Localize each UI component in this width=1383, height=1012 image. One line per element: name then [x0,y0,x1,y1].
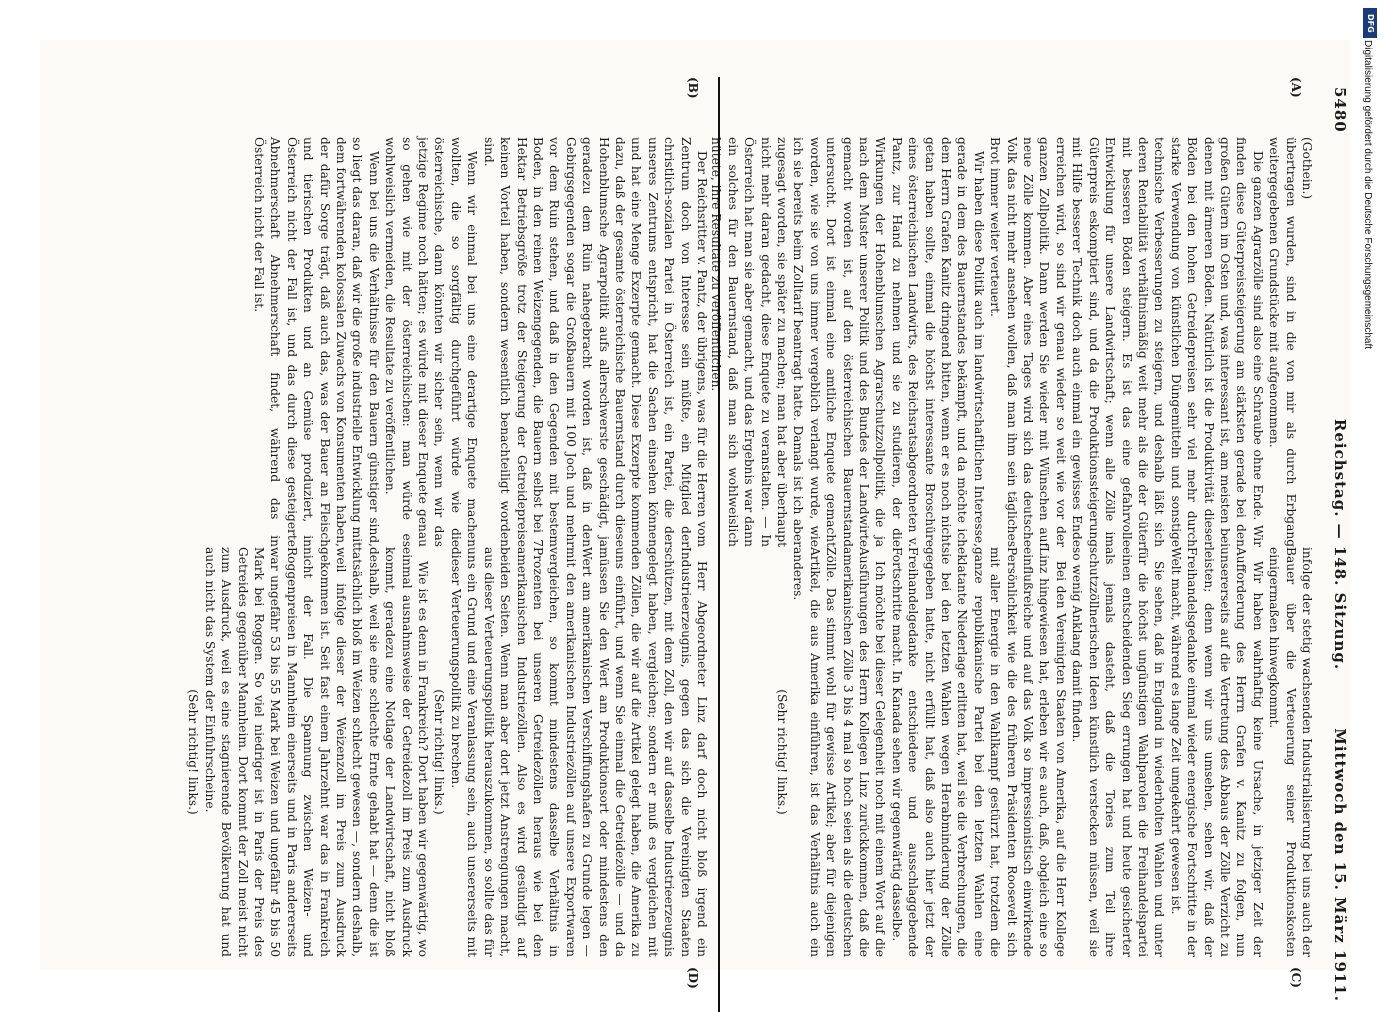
paragraph: Sie sehen, daß in England in wiederholten Wahlen und unter für die höchst ungünstigen Wahlparolen die Freihandelspartei einen entscheidenden Sieg errungen hat und heute gesicherter als jemals dasteht, daß die Tories zum Teil ihre schutzzöllnerischen Ideen künstlich verstecken müssen, weil sie so wenig Anklang damit finden. [1070,547,1167,957]
section-divider [718,77,720,1012]
margin-marker-c: (C) [1289,967,1303,988]
margin-marker-d: (D) [686,967,700,989]
paragraph: Wie ist es denn in Frankreich? Dort haben wir gegenwärtig, wo einmal ausnahmsweise der Getreidezoll im Preis zum Ausdruck kommt, geradezu eine Notlage der Landwirtschaft, nicht bloß deshalb, weil sie eine schlechte Ernte gehabt hat — denn die ist tatsächlich bloß im Weizen schlecht gewesen —, sondern deshalb, weil infolge dieser der Weizenzoll im Preis zum Ausdruck gekommen ist. Seit fast einem Jahrzehnt war das in Frankreich nicht der Fall. Die Spannung zwischen Weizen- und Roggenpreisen in Mannheim einerseits und in Paris andererseits war ungefähr 53 bis 55 Mark bei Weizen und ungefähr 45 bis 50 Mark bei Roggen. So viel niedriger ist in Paris der Preis des Getreides gegenüber Mannheim. Dort kommt der Zoll meist nicht zum Ausdruck, weil es eine stagnierende Bevölkerung hat und auch nicht das System der Einfuhrscheine. [202,547,431,957]
paragraph: infolge der stetig wachsenden Industrialisierung bei uns auch der Bauer über die Verteuerung seiner Produktionskosten einigermaßen hinwegkommt. [1267,547,1314,957]
paragraph: Herr Abgeordneter Linz darf doch nicht bloß irgend ein Industrieerzeugnis, gegen das sich die Vereinigten Staaten schützen, mit dem Zoll, den wir auf dasselbe Industrieerzeugnis gelegt haben, vergleichen; sondern er muß es vergleichen mit den Zöllen, die wir auf die Artikel gelegt haben, die Amerika zu uns einführt, und wenn Sie einmal die Getreidezölle — und da müssen Sie den Wert am Produktionsort oder mindestens den Wert am amerikanischen Verschiffungshafen zu Grunde legen — mit den amerikanischen Industriezöllen auf unsere Exportwaren vergleichen, so kommt mindestens dasselbe Verhältnis in Prozenten bei unseren Getreidezöllen heraus wie bei den amerikanischen Industriezöllen. Also es wird gesündigt auf beiden Seiten. Wenn man aber dort jetzt Anstrengungen macht, aus dieser Verteuerungspolitik herauszukommen, so sollte das für uns ein Grund und eine Veranlassung sein, auch unsererseits mit dieser Verteuerungspolitik zu brechen. [448,547,709,957]
column-upper-left [709,137,1315,547]
paragraph: Der Reichsritter v. Pantz, der übrigens, was für die Herren vom Zentrum doch von Interesse sein müßte, ein Mitglied der christlich-sozialen Partei in Österreich ist, ein Partei, die der unseres Zentrums entspricht, hat die Sachen einsehen können und hat eine Menge Exzerpte gemacht. Diese Exzerpte kommen dazu, daß der gesamte österreichische Bauernstand durch diese Hohenblumsche Agrarpolitik aufs allerschwerste geschädigt, ja geradezu dem Ruin nahegebracht worden ist, daß in den Gebirgsgegenden sogar die Großbauern mit 100 Joch und mehr vor dem Ruin stehen, und daß in den Gegenden mit bestem Boden, in den reinen Weizengegenden, die Bauern selbst bei 7 Hektar Betriebsgröße trotz der Steigerung der Getreidepreise keinen Vorteil haben, sondern wesentlich benachteiligt worden sind. [481,137,709,547]
interjection: (Sehr richtig! links.) [775,689,789,815]
column-lower-left [110,137,710,547]
paragraph: Die ganzen Agrarzölle sind also eine Schraube ohne Ende. Wir finden diese Güterpreissteigerung am stärksten gerade bei den großen Gütern im Osten und, was interessant ist, am meisten bei denen mit ärmeren Böden. Natürlich ist die Produktivität dieser Böden bei den hohen Getreidepreisen sehr viel mehr durch starke Verwendung von künstlichen Düngemitteln und sonstige technische Verbesserungen zu steigern, und deshalb läßt sich deren Rentabilität verhältnismäßig weit mehr als die der Güter mit besseren Böden steigern. Es ist das eine gefahrvolle Entwicklung für unsere Landwirtschaft; wenn alle Zölle im Güterpreis eskomptiert sind, und da die Produktionssteigerung mit Hilfe besserer Technik doch auch einmal ein gewisses Ende erreichen wird, so sind wir genau wieder so weit wie vor der ganzen Zollpolitik. Dann werden Sie wieder mit Wünschen auf neue Zölle kommen. Aber eines Tages wird sich das deutsche Volk das nicht mehr ansehen wollen, daß man ihm sein tägliches Brot immer weiter verteuert. [988,137,1265,547]
paragraph: Wenn wir einmal bei uns eine derartige Enquete machen wollten, die so sorgfältig durchgeführt würde wie die österreichische, dann könnten wir sicher sein, wenn wir das jetzige Regime noch hätten; es würde mit dieser Enquete genau so gehen wie mit der österreichischen: man würde es wohlweislich vermeiden, die Resultate zu veröffentlichen. [383,137,480,547]
paragraph: Wir haben diese Politik auch im landwirtschaftlichen Interesse, gerade in dem des Bauernstandes bekämpft, und da möchte ich dem Herrn Grafen Kanitz dringend bitten, wenn er es noch nicht getan haben sollte, einmal die höchst interessante Broschüre eines österreichischen Landwirts, des Reichsratsabgeordneten v. Pantz, zur Hand zu nehmen und sie zu studieren, der die Wirkungen der Hohenblumschen Agrarschutzzollpolitik, die ja nach dem Muster unserer Politik und des Bundes der Landwirte gemacht worden ist, auf den österreichischen Bauernstand untersucht. Dort ist einmal eine amtliche Enquete gemacht worden, wie sie von uns immer vergeblich verlangt wurde, wie ich sie bereits beim Zolltarif beantragt hatte. Damals ist ich aber zugesagt worden, sie später zu machen; man hat aber überhaupt nicht mehr daran gedacht, diese Enquete zu veranstalten. — In Österreich hat man sie aber gemacht, und das Ergebnis war dann ein solches für den Bauernstand, daß man sich wohlweislich hütete, ihre Resultate zu veröffentlichen. [709,137,986,547]
paragraph: Bei den Vereinigten Staaten von Amerika, auf die Herr Kollege Linz hingewiesen hat, erleben wir es auch, daß, obgleich eine so einflußreiche und auf das Volk so impressionistisch einwirkende Persönlichkeit wie die des früheren Präsidenten Roosevelt sich mit aller Energie in den Wahlkampf gestürzt hat, trotzdem die ganze republikanische Partei bei den letzten Wahlen eine eklatante Niederlage erlitten hat, weil sie die Verbrechungen, die sie bei den letzten Wahlen wegen Herabminderung der Zölle gegeben hatte, nicht erfüllt hat, daß also auch hier jetzt der Freihandelgedanke entschiedene und ausschlaggebende Fortschritte macht. In Kanada sehen wir gegenwärtig dasselbe. [889,547,1068,957]
speaker-note: (Gothein.) [1300,137,1314,200]
digitization-note: Digitalisierung gefördert durch die Deutsche Forschungsgemeinschaft [1362,40,1373,350]
page-title: Reichstag. — 148. Sitzung. [1331,418,1349,671]
page-date: Mittwoch den 15. März 1911. [1331,728,1349,1002]
scanned-page [40,40,1350,1002]
column-lower-right [110,547,710,957]
dfg-logo: DFG [1363,8,1377,38]
paragraph: übertragen wurden, sind in die von mir als durch Erbgang weitergegebenen Grundstücke mit aufgenommen. [1267,137,1298,547]
interjection: (Sehr richtig! links.) [432,689,447,815]
paragraph: Ich möchte bei dieser Gelegenheit noch mit einem Wort auf die Ausführungen des Herrn Kollegen Linz zurückkommen, daß die amerikanischen Zölle 3 bis 4 mal so hoch seien als die deutschen Zölle. Das stimmt wohl für gewisse Artikel; aber für diejenigen Artikel, die aus Amerika einführen, ist das Verhältnis auch ein anderes. [791,547,888,957]
interjection: (Sehr richtig! links.) [186,689,201,815]
paragraph: Wir haben wahrhaftig keine Ursache, in jetziger Zeit der Aufforderung des Herrn Grafen v. Kanitz zu folgen, nun unsererseits auf die Vertretung des Abbaus der Zölle Verzicht zu leisten; denn wenn wir uns umsehen, sehen wir, daß der Freihandelsgedanke einmal wieder energische Fortschritte in der Welt macht, während es lange Zeit umgekehrt gewesen ist. [1168,547,1265,957]
rotated-page-body [80,77,1355,1012]
column-upper-right [770,547,1315,957]
margin-marker-a: (A) [1289,77,1303,98]
paragraph: Wenn bei uns die Verhältnisse für den Bauern günstiger sind, so liegt das daran, daß wir die große industrielle Entwicklung mit dem fortwährenden kolossalen Zuwachs von Konsumenten haben, der dafür Sorge trägt, daß auch das, was der Bauer an Fleisch und tierischen Produkten und an Gemüse produziert, in Österreich nicht der Fall ist, und das durch diese gesteigerte Abnehmerschaft Abnehmerschaft findet, während das in Österreich nicht der Fall ist. [252,137,381,547]
page-number: 5480 [1331,87,1349,133]
page-header [1325,77,1355,1012]
margin-marker-b: (B) [686,77,700,99]
